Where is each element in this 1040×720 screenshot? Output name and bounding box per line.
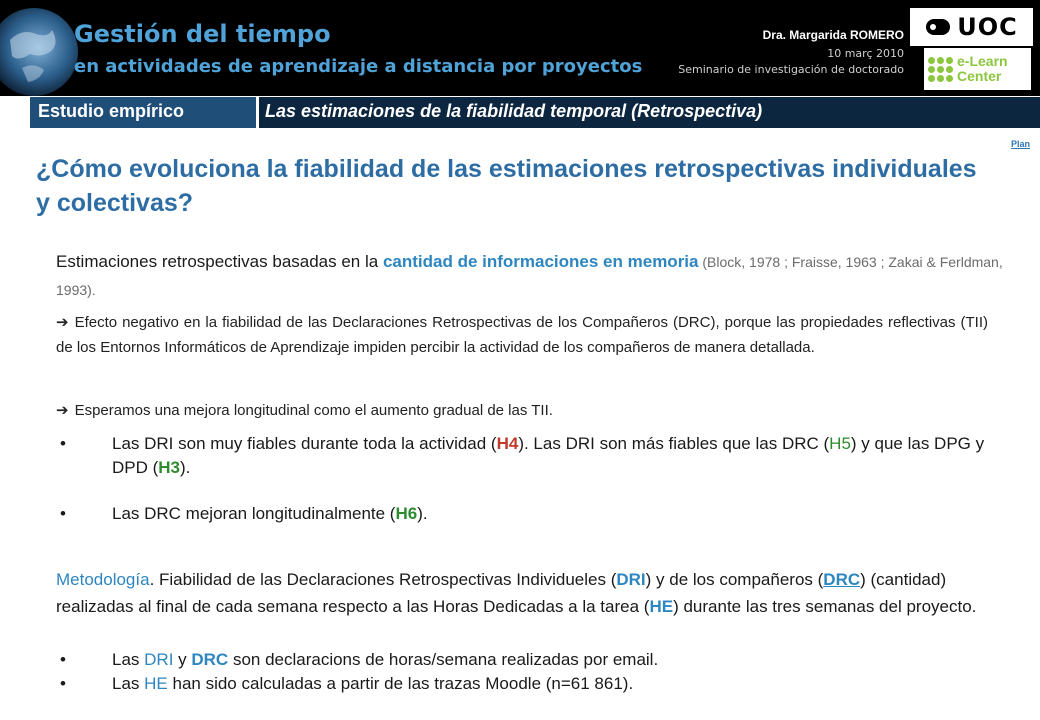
list-item: • Las DRC mejoran longitudinalmente (H6).: [56, 502, 1016, 526]
methodology-label: Metodología: [56, 570, 150, 589]
bullet-icon: •: [60, 650, 66, 669]
presentation-date: 10 març 2010: [827, 47, 904, 60]
arrow-right-icon: ➔: [56, 314, 69, 331]
section-label: Estudio empírico: [30, 97, 256, 128]
uoc-symbol-icon: [925, 16, 951, 38]
header-subtitle: en actividades de aprendizaje a distancia por proyectos: [74, 56, 643, 77]
hypotheses-list: [56, 432, 1016, 526]
uoc-logo-text: UOC: [957, 13, 1018, 41]
elearn-dots-icon: [928, 57, 953, 82]
seminar-label: Seminario de investigación de doctorado: [678, 63, 904, 76]
bullet-icon: •: [60, 674, 66, 693]
list-item: • Las DRI y DRC son declaracions de horas/semana realizadas por email.: [56, 648, 1016, 672]
intro-paragraph: Estimaciones retrospectivas basadas en la cantidad de informaciones en memoria (Block, 1978 ; Fraisse, 1963 ; Zakai & Ferldman, 1993).: [56, 252, 1003, 298]
elearn-logo-text: e-Learn Center: [957, 53, 1008, 84]
list-item: • Las HE han sido calculadas a partir de las trazas Moodle (n=61 861).: [56, 672, 1016, 696]
bullet-icon: •: [60, 504, 66, 523]
point-expectation: ➔ Esperamos una mejora longitudinal como el aumento gradual de las TII.: [56, 402, 553, 419]
header-title: Gestión del tiempo: [74, 20, 331, 48]
citation: (Block, 1978 ; Fraisse, 1963 ; Zakai & Ferldman, 1993).: [56, 254, 1003, 298]
bullet-icon: •: [60, 434, 66, 453]
topic-label: Las estimaciones de la fiabilidad temporal (Retrospectiva): [259, 97, 1040, 128]
elearn-center-logo: [924, 48, 1031, 90]
point-negative-effect: ➔ Efecto negativo en la fiabilidad de las Declaraciones Retrospectivas de los Compañeros (DRC), porque las propiedades reflectivas (TII) de los Entornos Informáticos de Aprendizaje impiden percibir la actividad de los compañeros de manera detallada.: [56, 314, 988, 356]
list-item: • Las DRI son muy fiables durante toda la actividad (H4). Las DRI son más fiables que las DRC (H5) y que las DPG y DPD (H3).: [56, 432, 1016, 480]
header-banner: [0, 0, 1040, 96]
arrow-right-icon: ➔: [56, 402, 69, 419]
author-name: Dra. Margarida ROMERO: [762, 28, 904, 42]
methodology-paragraph: Metodología. Fiabilidad de las Declaraciones Retrospectivas Individueles (DRI) y de los compañeros (DRC) (cantidad) realizadas al final de cada semana respecto a las Horas Dedicadas a la tarea (HE) durante las tres semanas del proyecto.: [56, 570, 977, 616]
slide-question: ¿Cómo evoluciona la fiabilidad de las estimaciones retrospectivas individuales y colectivas?: [36, 155, 977, 217]
uoc-logo: [910, 8, 1033, 46]
globe-icon: [0, 0, 78, 96]
plan-link[interactable]: Plan: [1010, 139, 1030, 149]
methodology-list: [56, 648, 1016, 696]
memory-highlight: cantidad de informaciones en memoria: [382, 252, 699, 271]
